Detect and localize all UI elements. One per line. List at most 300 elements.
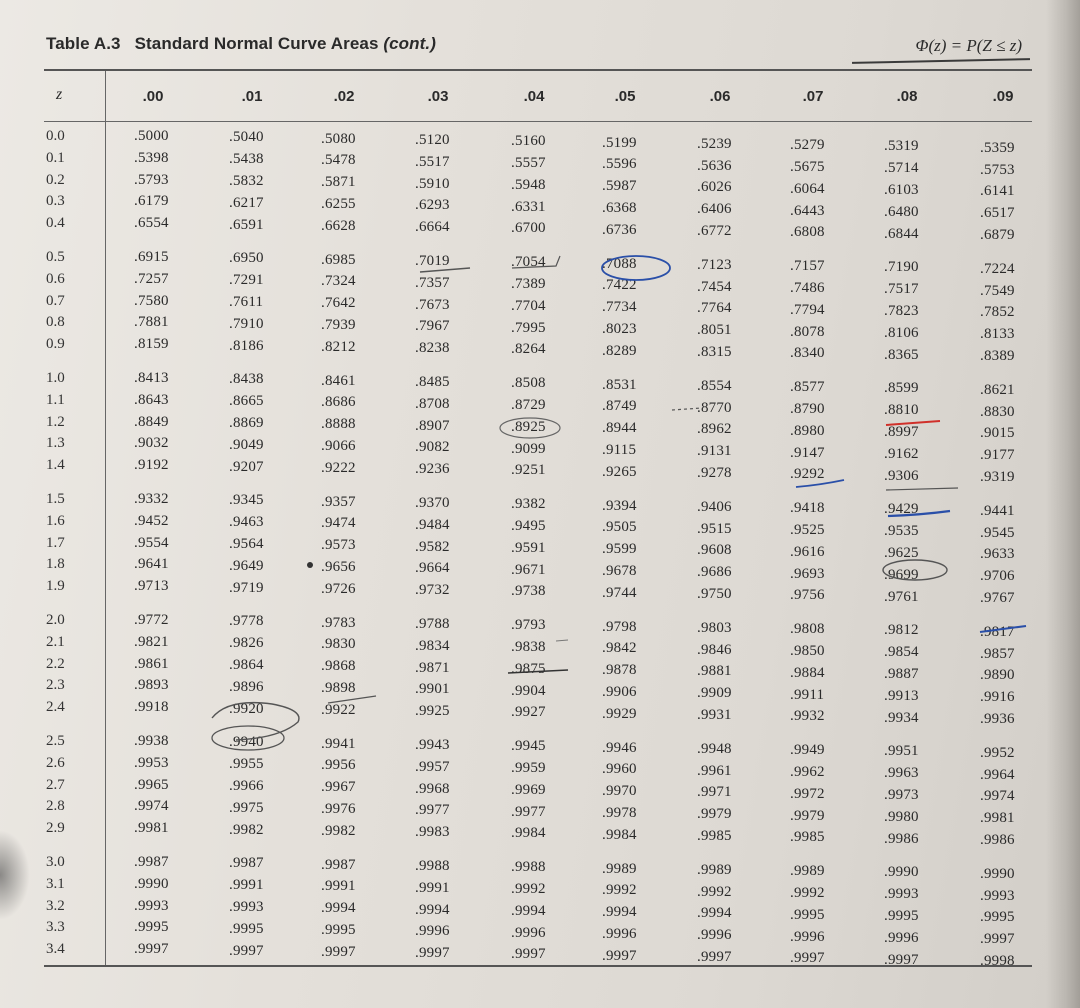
table-cell: .8051 [697,322,732,339]
table-cell: .9778 [229,613,264,630]
table-cell: .7224 [980,260,1015,277]
table-header-rule [44,121,1032,122]
table-cell: .9982 [321,822,356,839]
table-cell: .8980 [790,422,825,439]
table-cell: .9608 [697,542,732,559]
table-cell: .5714 [884,160,919,177]
table-cell: .9761 [884,588,919,605]
table-cell: .5987 [602,178,637,195]
table-cell: .9987 [321,856,356,873]
column-header: .04 [523,88,545,105]
table-cell: .9994 [602,904,637,921]
z-value: 1.1 [46,391,65,408]
table-cell: .5948 [511,176,546,193]
table-cell: .7257 [134,270,169,287]
table-cell: .7642 [321,295,356,312]
table-cell: .9995 [229,920,264,937]
table-cell: .9948 [697,740,732,757]
z-column-header: z [56,86,63,103]
z-value: 1.5 [46,491,65,507]
column-header: .07 [802,88,824,105]
table-cell: .9838 [511,639,546,655]
table-cell: .9850 [790,642,825,659]
table-cell: .9192 [134,457,169,474]
table-cell: .7794 [790,301,825,318]
table-cell: .9994 [697,905,732,922]
table-cell: .7486 [790,279,825,296]
table-cell: .9971 [697,784,732,801]
table-cell: .8212 [321,338,356,355]
table-cell: .9884 [790,664,825,681]
table-cell: .9941 [321,735,356,752]
table-cell: .9974 [134,798,169,815]
table-cell: .7734 [602,299,637,316]
table-cell: .9394 [602,497,637,514]
table-cell: .9793 [511,617,546,634]
table-cell: .8997 [884,424,919,440]
table-cell: .6255 [321,196,356,212]
table-cell: .9997 [697,949,732,965]
table-cell: .8925 [511,418,546,435]
table-cell: .9641 [134,556,169,573]
table-cell: .9964 [980,766,1015,783]
table-cell: .5793 [134,171,169,188]
table-cell: .9979 [697,806,732,823]
table-cell: .9985 [697,828,732,844]
table-title-text: Standard Normal Curve Areas [134,34,379,53]
column-header: .03 [427,88,449,105]
z-value: 3.3 [46,919,65,936]
table-cell: .9418 [790,500,825,517]
table-cell: .7088 [602,255,637,272]
z-value: 0.9 [46,336,65,353]
table-cell: .7611 [229,293,264,310]
table-cell: .9992 [697,883,732,900]
z-value: 2.9 [46,820,65,837]
table-cell: .9978 [602,804,637,821]
table-cell: .9887 [884,666,919,682]
table-cell: .9834 [415,637,450,654]
z-value: 2.2 [46,655,65,672]
table-cell: .6368 [602,199,637,216]
table-cell: .8599 [884,380,919,397]
table-cell: .8643 [134,391,169,408]
table-cell: .9963 [884,765,919,782]
table-cell: .5080 [321,130,356,147]
table-cell: .6591 [229,216,264,233]
table-cell: .7580 [134,292,169,309]
table-cell: .6406 [697,201,732,218]
table-cell: .9319 [980,468,1015,485]
table-cell: .6517 [980,205,1015,222]
z-value: 3.0 [46,854,65,870]
table-cell: .9953 [134,754,169,771]
table-cell: .9370 [415,494,450,511]
table-cell: .9115 [602,441,637,458]
table-cell: .7881 [134,314,169,331]
table-cell: .6554 [134,215,169,232]
column-header: .02 [333,88,355,105]
table-cell: .9878 [602,662,637,679]
table-cell: .9951 [884,743,919,760]
table-cell: .9830 [321,636,356,653]
table-cell: .5832 [229,172,264,189]
table-cell: .9177 [980,447,1015,464]
table-cell: .9772 [134,612,169,628]
table-cell: .9989 [790,863,825,880]
cdf-formula: Φ(z) = P(Z ≤ z) [915,36,1022,55]
z-value: 3.1 [46,875,65,892]
table-cell: .9927 [511,704,546,721]
table-cell: .9997 [790,950,825,967]
table-cell: .9864 [229,656,264,673]
table-top-rule [44,69,1032,71]
z-value: 2.3 [46,677,65,694]
table-cell: .9265 [602,463,637,480]
z-value: 2.0 [46,612,65,628]
table-cell: .9049 [229,436,264,453]
table-cell: .9082 [415,439,450,456]
table-cell: .8810 [884,402,919,419]
table-cell: .9989 [602,860,637,877]
table-cell: .9463 [229,514,264,531]
table-cell: .8365 [884,346,919,363]
table-cell: .9990 [980,865,1015,882]
table-cell: .9875 [511,660,546,677]
table-cell: .9633 [980,546,1015,563]
table-cell: .5438 [229,151,264,168]
table-cell: .8315 [697,344,732,360]
table-cell: .9969 [511,781,546,798]
table-cell: .8340 [790,345,825,362]
z-value: 1.8 [46,556,65,573]
table-cell: .9554 [134,534,169,551]
pencil-dash-9838 [556,640,568,641]
table-cell: .9973 [884,787,919,803]
table-cell: .9868 [321,658,356,675]
table-cell: .9989 [697,861,732,878]
table-cell: .9916 [980,689,1015,706]
table-cell: .9992 [790,884,825,901]
z-value: 0.7 [46,292,65,309]
table-cell: .9997 [602,947,637,964]
table-cell: .9719 [229,579,264,596]
table-header [46,30,1036,66]
table-cell: .9966 [229,777,264,794]
table-cell: .9678 [602,562,637,579]
table-cell: .7291 [229,272,264,289]
table-cell: .8577 [790,379,825,396]
table-cell: .6141 [980,183,1015,200]
table-cell: .9649 [229,557,264,574]
table-cell: .8665 [229,393,264,410]
table-cell: .6103 [884,182,919,198]
table-cell: .7939 [321,317,356,333]
table-cell: .9996 [415,923,450,940]
table-cell: .6879 [980,226,1015,243]
page-edge-shadow [1046,0,1080,1008]
table-cell: .9599 [602,541,637,558]
table-cell: .6026 [697,179,732,196]
table-cell: .9911 [790,686,825,703]
column-header: .06 [709,88,731,105]
table-cell: .5040 [229,129,264,146]
table-cell: .6443 [790,202,825,219]
table-cell: .5000 [134,128,169,144]
table-cell: .9893 [134,677,169,694]
table-cell: .8708 [415,395,450,412]
table-cell: .5478 [321,152,356,169]
table-cell: .9943 [415,736,450,753]
table-cell: .9332 [134,491,169,507]
table-cell: .9147 [790,444,825,461]
table-cell: .8438 [229,371,264,388]
table-cell: .8621 [980,381,1015,398]
table-cell: .9974 [980,788,1015,805]
table-cell: .8790 [790,400,825,417]
table-cell: .9236 [415,461,450,478]
table-cell: .8830 [980,403,1015,420]
table-cell: .9545 [980,524,1015,541]
table-cell: .9988 [511,859,546,876]
table-cell: .8944 [602,420,637,437]
pencil-dot-9656 [307,562,313,568]
formula-pencil-underline [852,58,1030,64]
table-cell: .6808 [790,224,825,241]
table-cell: .9931 [697,707,732,723]
table-cell: .9744 [602,584,637,601]
table-cell: .6331 [511,198,546,215]
table-cell: .9906 [602,683,637,700]
table-cell: .9994 [415,901,450,918]
table-cell: .8485 [415,373,450,390]
table-cell: .9812 [884,622,919,639]
z-value: 3.4 [46,941,65,958]
table-cell: .9251 [511,462,546,479]
table-cell: .9441 [980,502,1015,519]
table-cell: .7704 [511,297,546,314]
table-cell: .9306 [884,467,919,484]
table-cell: .9909 [697,685,732,702]
table-cell: .9505 [602,519,637,536]
table-cell: .9987 [229,855,264,872]
table-cell: .5319 [884,138,919,155]
z-value: 2.4 [46,699,65,716]
table-cell: .9986 [884,830,919,847]
table-cell: .9292 [790,466,825,483]
z-value: 2.6 [46,754,65,771]
table-cell: .9656 [321,559,356,575]
table-cell: .9997 [134,941,169,958]
table-cell: .9582 [415,538,450,555]
table-cell: .9803 [697,619,732,636]
table-cell: .5359 [980,139,1015,156]
table-cell: .7910 [229,315,264,332]
table-cell: .9981 [980,810,1015,827]
table-cell: .9693 [790,565,825,582]
table-cell: .9066 [321,438,356,454]
table-cell: .6844 [884,225,919,242]
table-cell: .9406 [697,498,732,515]
table-cell: .9099 [511,440,546,457]
table-cell: .6772 [697,223,732,239]
table-cell: .9131 [697,443,732,460]
table-cell: .9977 [511,803,546,820]
table-cell: .9996 [790,928,825,945]
table-cell: .8413 [134,370,169,386]
table-cell: .8888 [321,416,356,433]
z-value: 1.7 [46,534,65,551]
z-value: 1.2 [46,413,65,430]
table-cell: .9484 [415,516,450,533]
table-cell: .9991 [321,878,356,895]
table-cell: .9995 [790,906,825,923]
table-cell: .9932 [790,708,825,725]
table-cell: .7454 [697,278,732,295]
table-cell: .9995 [134,919,169,936]
table-cell: .5557 [511,155,546,171]
table-cell: .9998 [980,952,1015,969]
table-cell: .5753 [980,161,1015,178]
table-cell: .8686 [321,394,356,411]
table-title-cont: (cont.) [383,34,436,53]
table-cell: .6480 [884,203,919,220]
table-cell: .8962 [697,421,732,438]
table-cell: .9991 [415,879,450,896]
table-cell: .9896 [229,678,264,695]
table-cell: .9995 [884,908,919,924]
table-cell: .9920 [229,700,264,717]
table-cell: .9996 [884,929,919,946]
table-cell: .9913 [884,687,919,704]
table-cell: .9962 [790,763,825,780]
table-cell: .9985 [790,829,825,846]
z-value: 2.1 [46,633,65,650]
table-cell: .7517 [884,281,919,298]
table-cell: .9995 [321,922,356,938]
table-cell: .9898 [321,680,356,696]
table-cell: .7823 [884,303,919,319]
table-cell: .9970 [602,783,637,800]
table-label: Table A.3 [46,34,121,53]
table-cell: .6985 [321,251,356,268]
table-cell: .9980 [884,808,919,825]
table-cell: .9996 [511,924,546,941]
table-cell: .8907 [415,417,450,434]
table-title [46,34,436,54]
table-cell: .9990 [884,864,919,881]
table-cell: .6293 [415,197,450,214]
table-cell: .9992 [511,881,546,897]
table-cell: .9357 [321,493,356,510]
table-cell: .8770 [697,399,732,416]
table-cell: .5636 [697,157,732,174]
table-cell: .9429 [884,501,919,518]
table-cell: .9959 [511,760,546,776]
table-cell: .9961 [697,762,732,779]
z-value: 0.5 [46,249,65,265]
column-header: .05 [614,88,636,105]
table-cell: .5120 [415,131,450,148]
z-value: 3.2 [46,897,65,914]
table-cell: .9706 [980,568,1015,585]
table-cell: .5517 [415,153,450,170]
table-cell: .9997 [321,943,356,960]
table-cell: .9982 [229,821,264,838]
table-cell: .9990 [134,875,169,892]
table-cell: .7019 [415,252,450,269]
table-cell: .6915 [134,249,169,265]
table-cell: .9904 [511,682,546,699]
table-cell: .9857 [980,645,1015,662]
table-cell: .5596 [602,156,637,173]
table-cell: .9732 [415,582,450,599]
table-cell: .9972 [790,785,825,802]
table-cell: .9940 [229,734,264,751]
table-cell: .9474 [321,515,356,532]
table-cell: .9991 [229,877,264,894]
table-cell: .8531 [602,376,637,393]
table-cell: .9936 [980,710,1015,727]
z-value: 0.8 [46,314,65,331]
table-cell: .9222 [321,459,356,476]
table-cell: .7123 [697,256,732,273]
table-cell: .9968 [415,780,450,797]
column-header: .09 [992,88,1014,105]
table-cell: .7967 [415,318,450,335]
pencil-line-9306 [886,488,958,490]
table-cell: .8849 [134,413,169,430]
table-cell: .6736 [602,221,637,238]
table-cell: .9861 [134,655,169,672]
table-cell: .9983 [415,824,450,841]
z-value: 1.9 [46,578,65,595]
table-cell: .9699 [884,566,919,583]
table-cell: .9382 [511,496,546,513]
table-cell: .8508 [511,375,546,392]
table-cell: .5199 [602,134,637,151]
table-cell: .8264 [511,341,546,358]
table-cell: .9987 [134,854,169,870]
finger-shadow [0,830,30,920]
table-cell: .8729 [511,397,546,413]
table-cell: .8389 [980,347,1015,364]
table-cell: .9495 [511,518,546,534]
table-cell: .9591 [511,539,546,556]
table-cell: .9993 [134,897,169,914]
table-cell: .8106 [884,324,919,341]
table-cell: .9671 [511,561,546,578]
table-cell: .6217 [229,194,264,211]
table-cell: .9345 [229,492,264,509]
z-value: 1.4 [46,457,65,474]
table-cell: .9979 [790,807,825,824]
table-cell: .6950 [229,250,264,267]
table-cell: .9032 [134,435,169,452]
table-cell: .9988 [415,857,450,874]
table-cell: .9854 [884,644,919,661]
table-cell: .7357 [415,274,450,291]
table-cell: .9956 [321,757,356,774]
table-cell: .9783 [321,614,356,631]
table-cell: .8749 [602,398,637,415]
table-cell: .9918 [134,699,169,716]
table-cell: .9726 [321,580,356,597]
table-cell: .9997 [415,945,450,962]
table-cell: .9525 [790,521,825,538]
table-cell: .5675 [790,158,825,175]
table-cell: .7422 [602,277,637,294]
